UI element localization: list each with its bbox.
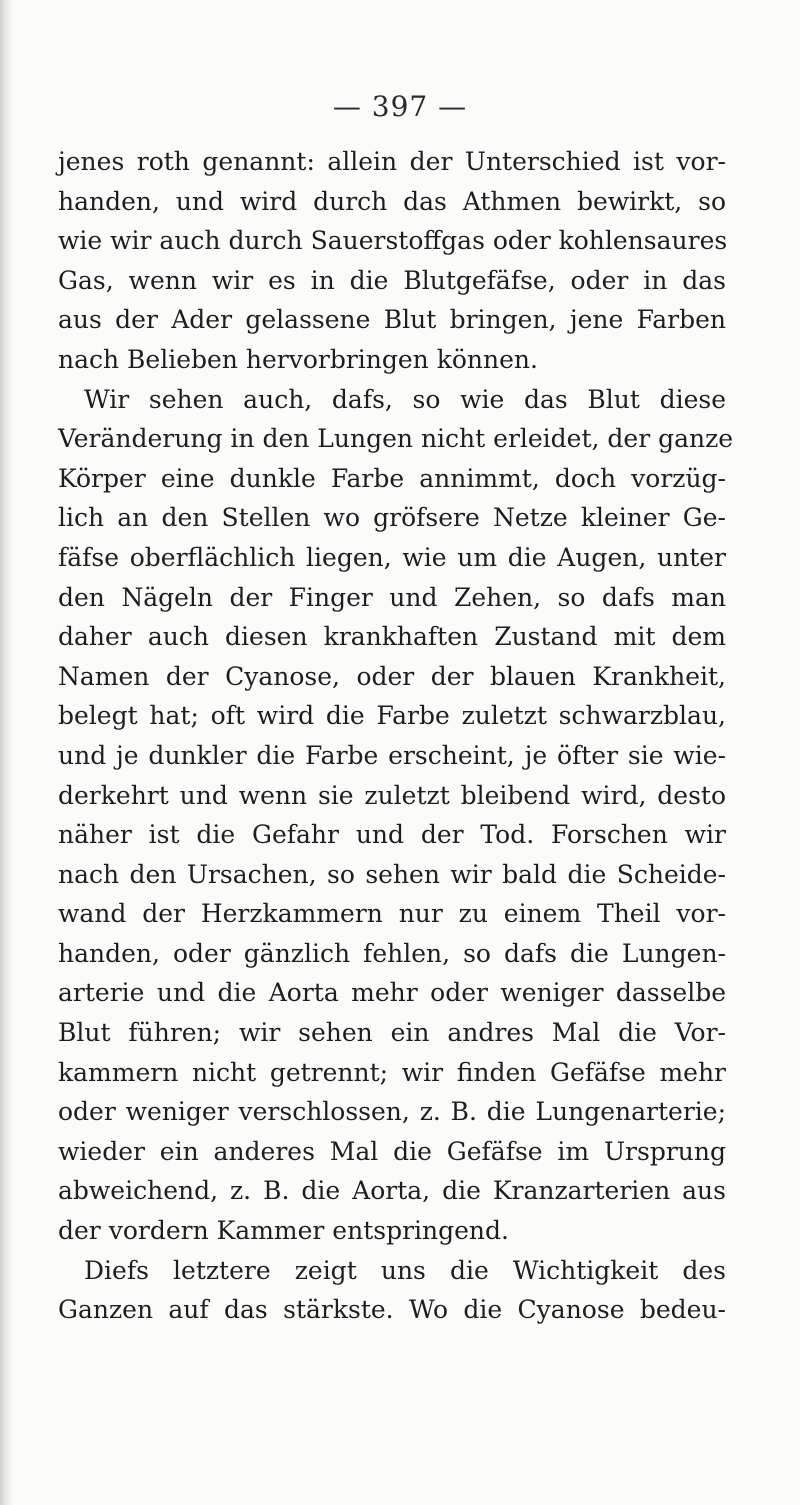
text-line: nach Belieben hervorbringen können. [58, 344, 538, 374]
text-line: Gas, wenn wir es in die Blutgefäfse, oder in das [58, 265, 726, 295]
text-line: nach den Ursachen, so sehen wir bald die Scheide- [58, 859, 726, 889]
text-line: handen, und wird durch das Athmen bewirkt, so [58, 186, 726, 216]
body-text [58, 142, 734, 1330]
text-line: kammern nicht getrennt; wir finden Gefäfse mehr [58, 1057, 726, 1087]
text-line: wie wir auch durch Sauerstoffgas oder kohlensaures [58, 226, 728, 256]
text-line: Namen der Cyanose, oder der blauen Krankheit, [58, 661, 726, 691]
text-line: Veränderung in den Lungen nicht erleidet, der ganze [58, 424, 734, 454]
text-line: oder weniger verschlossen, z. B. die Lungenarterie; [58, 1097, 726, 1127]
text-line: arterie und die Aorta mehr oder weniger dasselbe [58, 978, 726, 1008]
text-line: den Nägeln der Finger und Zehen, so dafs man [58, 582, 726, 612]
text-line: abweichend, z. B. die Aorta, die Kranzarterien aus [58, 1176, 726, 1206]
text-line: lich an den Stellen wo gröfsere Netze kleiner Ge- [58, 503, 726, 533]
text-line: daher auch diesen krankhaften Zustand mit dem [58, 622, 726, 652]
text-line: wieder ein anderes Mal die Gefäfse im Ursprung [58, 1136, 726, 1166]
text-line: Diefs letztere zeigt uns die Wichtigkeit des [84, 1255, 726, 1285]
text-line: und je dunkler die Farbe erscheint, je öfter sie wie- [58, 740, 726, 770]
text-line: Körper eine dunkle Farbe annimmt, doch vorzüg- [58, 463, 726, 493]
page-number: — 397 — [332, 90, 468, 123]
text-line: Wir sehen auch, dafs, so wie das Blut diese [84, 384, 726, 414]
page-edge-shadow [0, 0, 14, 1505]
text-line: Ganzen auf das stärkste. Wo die Cyanose bedeu- [58, 1295, 726, 1325]
text-line: jenes roth genannt: allein der Unterschied ist vor- [58, 147, 726, 176]
text-line: wand der Herzkammern nur zu einem Theil vor- [58, 899, 726, 929]
text-line: Blut führen; wir sehen ein andres Mal die Vor- [58, 1018, 726, 1048]
text-line: handen, oder gänzlich fehlen, so dafs die Lungen- [58, 938, 726, 968]
text-line: fäfse oberflächlich liegen, wie um die Augen, unter [58, 542, 726, 572]
text-line: der vordern Kammer entspringend. [58, 1216, 509, 1246]
text-line: belegt hat; oft wird die Farbe zuletzt schwarzblau, [58, 701, 726, 731]
text-line: aus der Ader gelassene Blut bringen, jene Farben [58, 305, 726, 335]
text-line: derkehrt und wenn sie zuletzt bleibend wird, desto [58, 780, 726, 810]
text-line: näher ist die Gefahr und der Tod. Forschen wir [58, 820, 726, 850]
